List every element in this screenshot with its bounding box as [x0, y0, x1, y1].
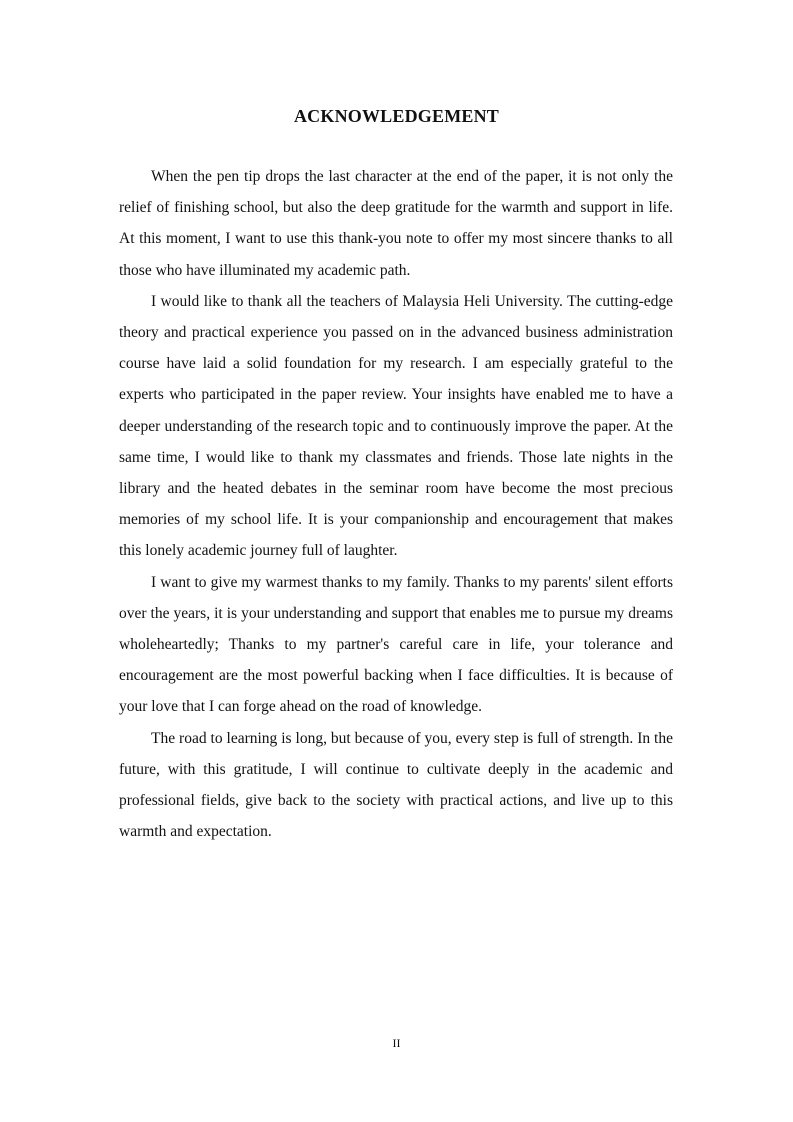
paragraph-4: The road to learning is long, but because of you, every step is full of strength. In the future, with this gratitude, I will continue to cultivate deeply in the academic and professional fields, give back to the society with practical actions, and live up to this warmth and expectation. [119, 729, 673, 841]
paragraph-3: I want to give my warmest thanks to my family. Thanks to my parents' silent efforts over the years, it is your understanding and support that enables me to pursue my dreams wholeheartedly; Thanks to my partner's careful care in life, your tolerance and encouragement are the most powerful backing when I face difficulties. It is because of your love that I can forge ahead on the road of knowledge. [119, 573, 673, 716]
document-body [119, 161, 673, 847]
paragraph-1: When the pen tip drops the last character at the end of the paper, it is not only the relief of finishing school, but also the deep gratitude for the warmth and support in life. At this moment, I want to use this thank-you note to offer my most sincere thanks to all those who have illuminated my academic path. [119, 168, 673, 279]
paragraph-2: I would like to thank all the teachers of Malaysia Heli University. The cutting-edge theory and practical experience you passed on in the advanced business administration course have laid a solid foundation for my research. I am especially grateful to the experts who participated in the paper review. Your insights have enabled me to have a deeper understanding of the research topic and to continuously improve the paper. At the same time, I would like to thank my classmates and friends. Those late nights in the library and the heated debates in the seminar room have become the most precious memories of my school life. It is your companionship and encouragement that makes this lonely academic journey full of laughter. [119, 292, 673, 560]
page-number: II [392, 1036, 401, 1050]
page-title: ACKNOWLEDGEMENT [293, 106, 500, 126]
